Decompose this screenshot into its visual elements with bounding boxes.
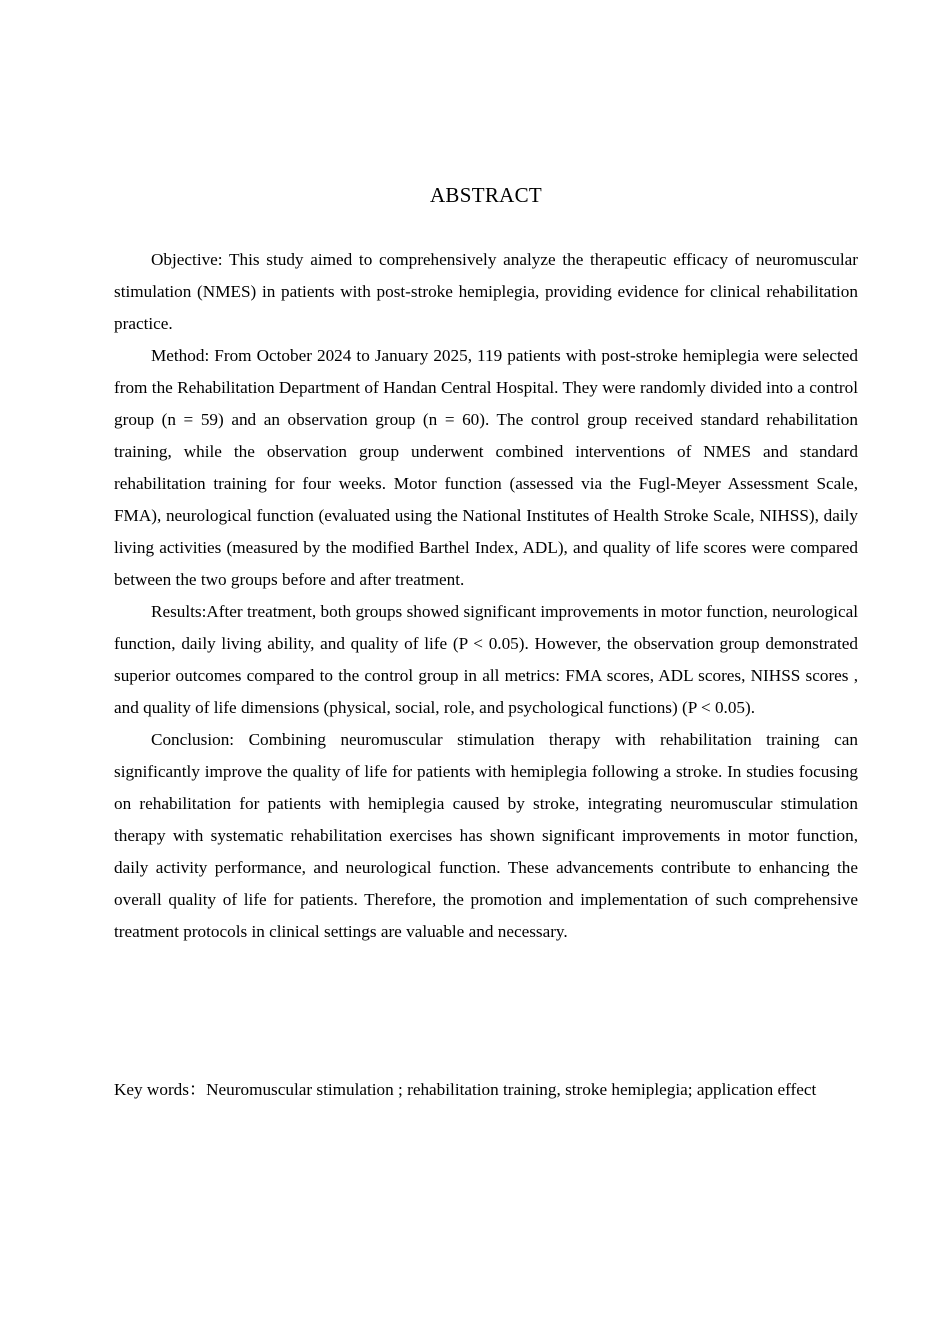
method-paragraph: Method: From October 2024 to January 2025, 119 patients with post-stroke hemiplegia were selected from the Rehabilitation Department of Handan Central Hospital. They were randomly divided into a control group (n = 59) and an observation group (n = 60). The control group received standard rehabilitation training, while the observation group underwent combined interventions of NMES and standard rehabilitation training for four weeks. Motor function (assessed via the Fugl-Meyer Assessment Scale, FMA), neurological function (evaluated using the National Institutes of Health Stroke Scale, NIHSS), daily living activities (measured by the modified Barthel Index, ADL), and quality of life scores were compared between the two groups before and after treatment.	[114, 346, 858, 589]
keywords-line: Key words：Neuromuscular stimulation ; rehabilitation training, stroke hemiplegia; application effect	[114, 1080, 817, 1099]
abstract-title: ABSTRACT	[429, 183, 543, 207]
conclusion-paragraph: Conclusion: Combining neuromuscular stimulation therapy with rehabilitation training can significantly improve the quality of life for patients with hemiplegia following a stroke. In studies focusing on rehabilitation for patients with hemiplegia caused by stroke, integrating neuromuscular stimulation therapy with systematic rehabilitation exercises has shown significant improvements in motor function, daily activity performance, and neurological function. These advancements contribute to enhancing the overall quality of life for patients. Therefore, the promotion and implementation of such comprehensive treatment protocols in clinical settings are valuable and necessary.	[114, 730, 858, 941]
results-paragraph: Results:After treatment, both groups showed significant improvements in motor function, neurological function, daily living ability, and quality of life (P < 0.05). However, the observation group demonstrated superior outcomes compared to the control group in all metrics: FMA scores, ADL scores, NIHSS scores , and quality of life dimensions (physical, social, role, and psychological functions) (P < 0.05).	[114, 602, 858, 717]
abstract-body	[114, 244, 858, 948]
objective-paragraph: Objective: This study aimed to comprehensively analyze the therapeutic efficacy of neuromuscular stimulation (NMES) in patients with post-stroke hemiplegia, providing evidence for clinical rehabilitation practice.	[114, 250, 858, 333]
